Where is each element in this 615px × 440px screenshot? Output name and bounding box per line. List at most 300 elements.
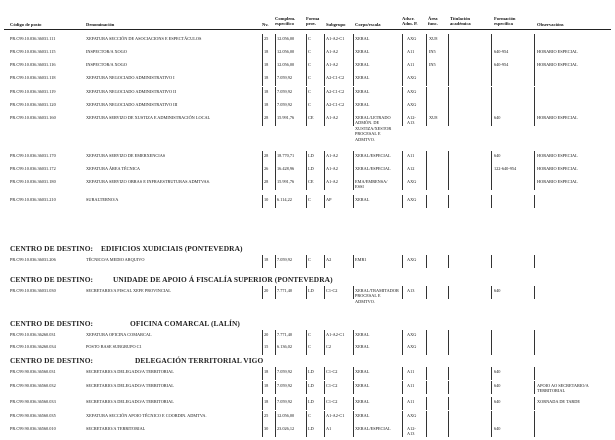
cell-nv: 28 <box>264 115 269 120</box>
cell-border <box>534 381 535 394</box>
cell-comp: 18.770,71 <box>277 153 295 158</box>
cell-border <box>402 164 403 177</box>
cell-border <box>426 255 427 268</box>
cell-form: 640 <box>494 383 501 388</box>
cell-den: INSPECTOR/A XOGO <box>86 62 127 67</box>
cell-border <box>306 100 307 113</box>
cell-border <box>534 177 535 190</box>
cell-border <box>402 381 403 394</box>
cell-border <box>275 34 276 47</box>
cell-form: 640-954 <box>494 62 509 67</box>
cell-comp: 16.428,96 <box>277 166 295 171</box>
cell-codigo: PR.C99.10.036.36031.118 <box>10 75 56 80</box>
cell-forma: C <box>308 36 311 41</box>
cell-comp: 12.056,00 <box>277 62 295 67</box>
cell-border <box>262 367 263 380</box>
cell-border <box>353 34 354 47</box>
cell-border <box>306 397 307 410</box>
cell-border <box>353 195 354 208</box>
cell-codigo: PR.C99.10.036.36031.206 <box>10 257 56 262</box>
cell-adscr: AXG <box>407 36 417 41</box>
cell-forma: LD <box>308 288 314 293</box>
cell-corpo: XERAL <box>355 413 370 418</box>
cell-border <box>402 47 403 60</box>
cell-forma: LD <box>308 166 314 171</box>
cell-codigo: PR.C99.90.036.36560.031 <box>10 369 56 374</box>
cell-border <box>353 342 354 355</box>
cell-border <box>353 177 354 190</box>
cell-forma: LD <box>308 426 314 431</box>
cell-comp: 7.771,40 <box>277 332 293 337</box>
cell-nv: 18 <box>264 369 269 374</box>
cell-border <box>534 100 535 113</box>
cell-corpo: XERAL/ESPECIAL <box>355 153 391 158</box>
section-heading-3 <box>10 319 240 328</box>
cell-adscr: AXG <box>407 102 417 107</box>
cell-corpo: XERAL <box>355 383 370 388</box>
cell-den: XEFATURA SECCIÓN DE ASOCIACIONS E ESPECTÁCULOS <box>86 36 202 41</box>
cell-border <box>353 113 354 126</box>
cell-border <box>534 164 535 177</box>
header-nv: Nv. <box>262 22 269 27</box>
cell-adscr: A11 <box>407 153 415 158</box>
cell-comp: 7.771,40 <box>277 288 293 293</box>
cell-border <box>306 73 307 86</box>
cell-adscr: A12- A13 <box>407 426 416 437</box>
cell-codigo: PR.C99.10.036.36031.180 <box>10 179 56 184</box>
cell-sub: A1-A2-C1 <box>326 36 345 41</box>
cell-border <box>306 113 307 126</box>
cell-den: XEFATURA ÁREA TÉCNICA <box>86 166 141 171</box>
cell-den: SECRETARIO/A DELEGADO/A TERRITORIAL <box>86 399 174 404</box>
cell-nv: 25 <box>264 36 269 41</box>
cell-border <box>353 381 354 394</box>
cell-nv: 18 <box>264 62 269 67</box>
cell-border <box>275 87 276 100</box>
cell-den: SECRETARIO/A FISCAL XEFE PROVINCIAL <box>86 288 171 293</box>
cell-border <box>534 342 535 355</box>
cell-border <box>402 60 403 73</box>
cell-adscr: A12- A13 <box>407 115 416 126</box>
cell-corpo: XERAL <box>355 197 370 202</box>
cell-border <box>275 397 276 410</box>
cell-codigo: PR.C99.10.036.36031.111 <box>10 36 56 41</box>
cell-border <box>491 342 492 355</box>
cell-sub: A1-A2-C1 <box>326 332 345 337</box>
header-corpo: Corpo/escala <box>355 22 381 27</box>
cell-obs: HORARIO ESPECIAL <box>537 115 578 120</box>
cell-comp: 6.136,02 <box>277 344 293 349</box>
cell-comp: 15.991,76 <box>277 115 295 120</box>
cell-border <box>353 164 354 177</box>
section-label: CENTRO DE DESTINO: <box>10 244 94 253</box>
cell-form: 122-640-954 <box>494 166 517 171</box>
section-heading-1 <box>10 244 243 253</box>
cell-adscr: AXG <box>407 413 417 418</box>
cell-border <box>534 424 535 437</box>
cell-sub: AP <box>326 197 332 202</box>
cell-border <box>262 255 263 268</box>
cell-border <box>275 286 276 299</box>
cell-sub: C1-C2 <box>326 369 338 374</box>
cell-sub: A1-A2 <box>326 179 338 184</box>
cell-corpo: EMR1 <box>355 257 367 262</box>
cell-border <box>275 73 276 86</box>
cell-codigo: PR.C99.10.036.36031.160 <box>10 115 56 120</box>
cell-border <box>402 34 403 47</box>
cell-den: XEFATURA SERVIZO OBRAS E INFRAESTRUTURAS ADMTVAS. <box>86 179 211 184</box>
cell-form: 640 <box>494 288 501 293</box>
cell-border <box>306 60 307 73</box>
cell-adscr: AXG <box>407 257 417 262</box>
cell-corpo: XERAL <box>355 62 370 67</box>
cell-border <box>448 47 449 60</box>
cell-obs: HORARIO ESPECIAL <box>537 153 578 158</box>
section-name: EDIFICIOS XUDICIAIS (PONTEVEDRA) <box>101 244 243 253</box>
cell-sub: A2-C1-C2 <box>326 102 345 107</box>
cell-obs: HORARIO ESPECIAL <box>537 62 578 67</box>
cell-border <box>491 177 492 190</box>
cell-obs: HORARIO ESPECIAL <box>537 179 578 184</box>
cell-border <box>491 47 492 60</box>
cell-nv: 18 <box>264 257 269 262</box>
cell-sub: A1-A2 <box>326 62 338 67</box>
cell-border <box>402 100 403 113</box>
cell-comp: 7.059,92 <box>277 102 293 107</box>
cell-border <box>324 60 325 73</box>
cell-border <box>262 397 263 410</box>
cell-border <box>534 286 535 299</box>
cell-forma: C <box>308 413 311 418</box>
cell-border <box>402 286 403 299</box>
cell-forma: C <box>308 49 311 54</box>
cell-form: 640 <box>494 115 501 120</box>
cell-border <box>306 255 307 268</box>
cell-sub: A1 <box>326 426 332 431</box>
cell-border <box>491 424 492 437</box>
cell-border <box>262 411 263 424</box>
cell-border <box>324 195 325 208</box>
cell-adscr: AXG <box>407 179 417 184</box>
cell-forma: LD <box>308 383 314 388</box>
cell-nv: 28 <box>264 179 269 184</box>
cell-border <box>324 164 325 177</box>
cell-form: 640 <box>494 399 501 404</box>
cell-adscr: AXG <box>407 75 417 80</box>
cell-border <box>402 397 403 410</box>
cell-codigo: PR.C99.10.036.36031.030 <box>10 288 56 293</box>
cell-forma: C <box>308 197 311 202</box>
header-codigo: Código de posto <box>10 22 42 27</box>
cell-border <box>534 47 535 60</box>
cell-border <box>353 151 354 164</box>
cell-border <box>448 411 449 424</box>
cell-comp: 12.056,00 <box>277 36 295 41</box>
cell-border <box>426 113 427 126</box>
header-complemento: Complem. específico <box>275 16 296 27</box>
cell-border <box>275 195 276 208</box>
cell-border <box>491 255 492 268</box>
cell-forma: C <box>308 75 311 80</box>
cell-corpo: XERAL <box>355 399 370 404</box>
cell-border <box>262 100 263 113</box>
cell-border <box>306 87 307 100</box>
cell-sub: A1-A2-C1 <box>326 413 345 418</box>
cell-den: XEFATURA NEGOCIADO ADMINISTRATIVO I <box>86 75 175 80</box>
cell-nv: 18 <box>264 75 269 80</box>
cell-corpo: XERAL/ESPECIAL <box>355 166 391 171</box>
cell-area: IN5 <box>429 62 436 67</box>
cell-form: 640 <box>494 426 501 431</box>
cell-codigo: PR.C99.90.036.36560.035 <box>10 413 56 418</box>
cell-forma: C <box>308 89 311 94</box>
cell-obs: HORARIO ESPECIAL <box>537 49 578 54</box>
cell-border <box>402 87 403 100</box>
cell-border <box>306 424 307 437</box>
cell-border <box>402 177 403 190</box>
cell-obs: HORARIO ESPECIAL <box>537 166 578 171</box>
cell-border <box>275 47 276 60</box>
cell-sub: C1-C2 <box>326 288 338 293</box>
cell-comp: 23.026,12 <box>277 426 295 431</box>
cell-area: XU8 <box>429 115 438 120</box>
cell-adscr: AXG <box>407 197 417 202</box>
cell-border <box>448 195 449 208</box>
cell-nv: 26 <box>264 166 269 171</box>
cell-border <box>426 47 427 60</box>
cell-border <box>275 113 276 126</box>
cell-sub: A2 <box>326 257 332 262</box>
cell-border <box>402 195 403 208</box>
cell-adscr: AXG <box>407 89 417 94</box>
cell-nv: 28 <box>264 153 269 158</box>
cell-border <box>491 60 492 73</box>
cell-border <box>491 113 492 126</box>
cell-border <box>491 100 492 113</box>
cell-border <box>448 164 449 177</box>
cell-border <box>324 367 325 380</box>
cell-border <box>275 411 276 424</box>
cell-border <box>448 100 449 113</box>
cell-border <box>448 87 449 100</box>
cell-border <box>448 60 449 73</box>
cell-comp: 12.056,00 <box>277 49 295 54</box>
cell-den: INSPECTOR/A XOGO <box>86 49 127 54</box>
cell-adscr: A11 <box>407 49 415 54</box>
cell-forma: C <box>308 102 311 107</box>
cell-adscr: A11 <box>407 383 415 388</box>
cell-sub: A1-A2 <box>326 115 338 120</box>
cell-area: XU8 <box>429 36 438 41</box>
cell-comp: 7.059,92 <box>277 75 293 80</box>
cell-codigo: PR.C99.10.036.36031.116 <box>10 62 56 67</box>
cell-border <box>262 177 263 190</box>
cell-sub: A1-A2 <box>326 166 338 171</box>
cell-border <box>353 87 354 100</box>
cell-border <box>491 34 492 47</box>
cell-corpo: EMA/EMRENSA/ ESSI <box>355 179 388 190</box>
cell-obs: XORNADA DE TARDE <box>537 399 581 404</box>
cell-border <box>306 195 307 208</box>
cell-forma: LD <box>308 399 314 404</box>
cell-border <box>275 381 276 394</box>
cell-border <box>448 34 449 47</box>
cell-border <box>306 47 307 60</box>
cell-codigo: PR.C99.10.036.36260.031 <box>10 332 56 337</box>
cell-border <box>534 60 535 73</box>
cell-forma: CE <box>308 179 314 184</box>
section-label: CENTRO DE DESTINO: <box>10 356 94 365</box>
cell-border <box>534 397 535 410</box>
cell-nv: 18 <box>264 49 269 54</box>
cell-border <box>306 381 307 394</box>
cell-corpo: XERAL <box>355 36 370 41</box>
cell-border <box>275 100 276 113</box>
cell-sub: A1-A2 <box>326 153 338 158</box>
cell-border <box>262 60 263 73</box>
cell-border <box>426 164 427 177</box>
cell-border <box>306 164 307 177</box>
header-formacion: Formación específica <box>494 16 516 27</box>
cell-form: 640 <box>494 369 501 374</box>
cell-border <box>306 151 307 164</box>
cell-border <box>306 34 307 47</box>
cell-border <box>262 342 263 355</box>
cell-border <box>426 424 427 437</box>
cell-border <box>491 151 492 164</box>
section-label: CENTRO DE DESTINO: <box>10 275 94 284</box>
cell-forma: C <box>308 257 311 262</box>
cell-border <box>534 113 535 126</box>
cell-border <box>353 73 354 86</box>
cell-border <box>426 34 427 47</box>
cell-den: XEFATURA NEGOCIADO ADMINISTRATIVO II <box>86 89 177 94</box>
cell-area: IN5 <box>429 49 436 54</box>
header-subgrupo: Subgrupo <box>326 22 346 27</box>
cell-forma: C <box>308 62 311 67</box>
cell-border <box>448 113 449 126</box>
cell-den: XEFATURA SERVIZO DE XUSTIZA E ADMINISTRACIÓN LOCAL <box>86 115 211 120</box>
cell-den: TÉCNICO/A MEDIO ARQUIVO <box>86 257 145 262</box>
cell-adscr: A11 <box>407 369 415 374</box>
cell-border <box>262 164 263 177</box>
cell-border <box>448 151 449 164</box>
cell-corpo: XERAL <box>355 89 370 94</box>
cell-codigo: PR.C99.10.036.36031.170 <box>10 153 56 158</box>
cell-adscr: AXG <box>407 332 417 337</box>
cell-adscr: A11 <box>407 399 415 404</box>
section-name: OFICINA COMARCAL (LALÍN) <box>130 319 240 328</box>
cell-codigo: PR.C99.10.036.36260.034 <box>10 344 56 349</box>
cell-adscr: A11 <box>407 62 415 67</box>
cell-border <box>448 397 449 410</box>
cell-border <box>275 177 276 190</box>
cell-den: XEFATURA SECCIÓN APOIO TÉCNICO E COORDIN. ADMTVA. <box>86 413 207 418</box>
cell-den: SECRETARIO/A DELEGADO/A TERRITORIAL <box>86 383 174 388</box>
cell-sub: C2 <box>326 344 332 349</box>
cell-border <box>402 424 403 437</box>
header-rule <box>4 29 611 30</box>
cell-border <box>491 286 492 299</box>
cell-form: 640 <box>494 153 501 158</box>
cell-codigo: PR.C99.10.036.36031.119 <box>10 89 56 94</box>
cell-nv: 10 <box>264 197 269 202</box>
cell-border <box>426 100 427 113</box>
cell-border <box>353 411 354 424</box>
cell-sub: A1-A2 <box>326 49 338 54</box>
cell-corpo: XERAL <box>355 344 370 349</box>
cell-nv: 18 <box>264 383 269 388</box>
header-area: Área func. <box>428 16 438 27</box>
cell-border <box>306 367 307 380</box>
cell-border <box>534 411 535 424</box>
cell-corpo: XERAL <box>355 369 370 374</box>
cell-comp: 6.114,22 <box>277 197 292 202</box>
cell-border <box>426 195 427 208</box>
cell-corpo: XERAL <box>355 49 370 54</box>
cell-form: 640-954 <box>494 49 509 54</box>
cell-border <box>491 73 492 86</box>
cell-border <box>448 367 449 380</box>
cell-border <box>491 381 492 394</box>
cell-border <box>534 255 535 268</box>
cell-border <box>402 73 403 86</box>
cell-den: SUBALTERNO/A <box>86 197 119 202</box>
cell-border <box>426 87 427 100</box>
cell-corpo: XERAL <box>355 332 370 337</box>
cell-border <box>534 195 535 208</box>
cell-border <box>448 424 449 437</box>
cell-border <box>275 151 276 164</box>
cell-border <box>353 60 354 73</box>
cell-border <box>402 411 403 424</box>
cell-border <box>262 151 263 164</box>
cell-border <box>402 342 403 355</box>
cell-border <box>353 286 354 299</box>
cell-comp: 7.059,92 <box>277 369 293 374</box>
cell-border <box>534 73 535 86</box>
cell-border <box>306 177 307 190</box>
cell-corpo: XERAL <box>355 102 370 107</box>
cell-border <box>262 73 263 86</box>
section-name: DELEGACIÓN TERRITORIAL VIGO <box>135 356 264 365</box>
cell-border <box>353 367 354 380</box>
cell-border <box>426 151 427 164</box>
cell-border <box>491 87 492 100</box>
cell-border <box>534 34 535 47</box>
cell-border <box>324 177 325 190</box>
section-name: UNIDADE DE APOIO Á FISCALÍA SUPERIOR (PONTEVEDRA) <box>113 275 333 284</box>
cell-border <box>426 342 427 355</box>
section-label: CENTRO DE DESTINO: <box>10 319 94 328</box>
cell-den: SECRETARIO/A DELEGADO/A TERRITORIAL <box>86 369 174 374</box>
cell-border <box>306 342 307 355</box>
cell-border <box>275 367 276 380</box>
cell-comp: 15.991,76 <box>277 179 295 184</box>
cell-border <box>534 367 535 380</box>
cell-forma: LD <box>308 153 314 158</box>
cell-border <box>275 424 276 437</box>
cell-border <box>306 411 307 424</box>
cell-comp: 7.059,92 <box>277 257 293 262</box>
cell-border <box>324 87 325 100</box>
cell-den: XEFATURA SERVIZO DE EMERXENCIAS <box>86 153 166 158</box>
cell-corpo: XERAL <box>355 75 370 80</box>
cell-border <box>353 47 354 60</box>
header-denominacion: Denominación <box>86 22 115 27</box>
cell-border <box>491 411 492 424</box>
cell-border <box>448 286 449 299</box>
